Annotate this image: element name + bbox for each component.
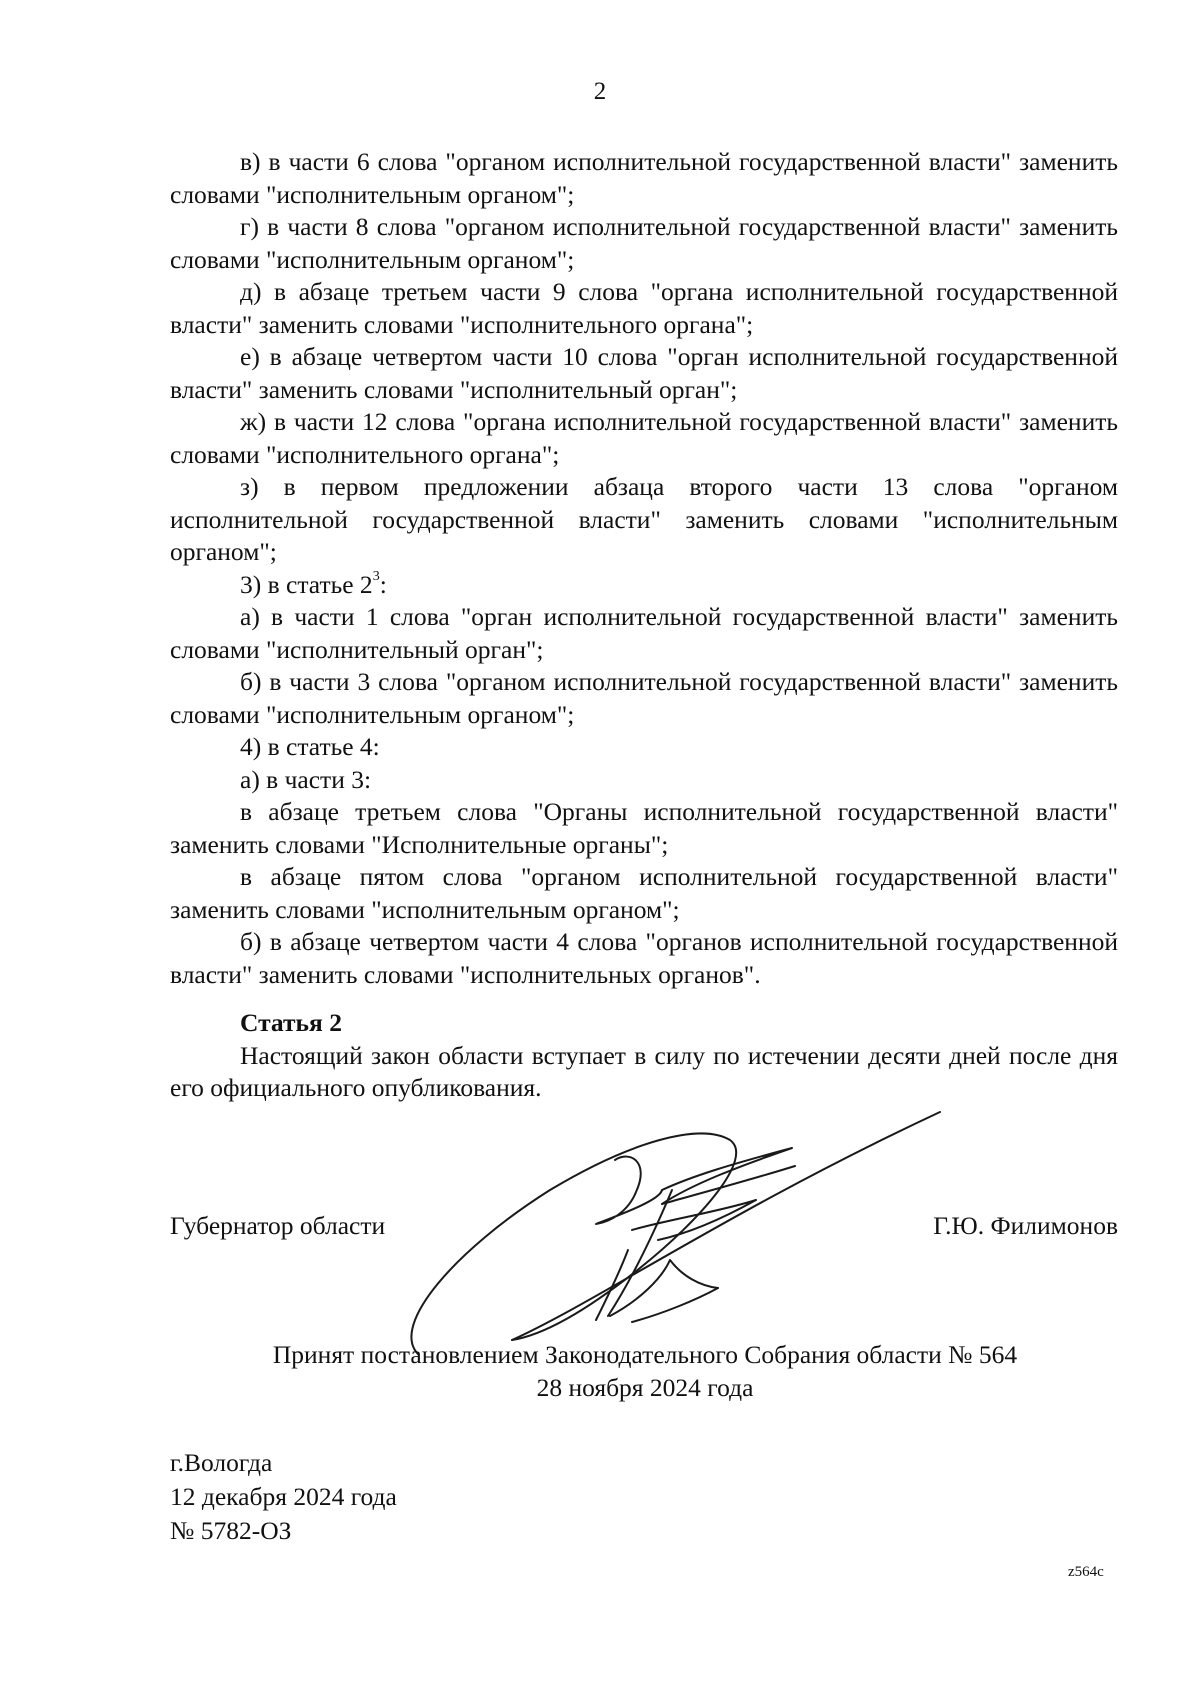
amendment-paragraph: д) в абзаце третьем части 9 слова "органа исполнительной государственной власти" заменить словами "исполнительного органа";: [170, 277, 1118, 339]
amendment-paragraph: а) в части 1 слова "орган исполнительной государственной власти" заменить словами "исполнительный орган";: [170, 602, 1118, 664]
article-reference-text: 3) в статье 2: [240, 569, 373, 599]
amendment-paragraph: 4) в статье 4:: [240, 732, 380, 761]
amendment-paragraph: в абзаце третьем слова "Органы исполнительной государственной власти" заменить словами "Исполнительные органы";: [170, 797, 1118, 859]
amendment-paragraph: е) в абзаце четвертом части 10 слова "орган исполнительной государственной власти" заменить словами "исполнительный орган";: [170, 342, 1118, 404]
article-reference-paragraph: [170, 569, 1118, 602]
amendment-paragraph: ж) в части 12 слова "органа исполнительной государственной власти" заменить словами "исполнительного органа";: [170, 407, 1118, 469]
article-text: Настоящий закон области вступает в силу по истечении десяти дней после дня его официального опубликования.: [170, 1040, 1118, 1102]
amendment-paragraph: а) в части 3:: [240, 764, 372, 794]
governor-name: Г.Ю. Филимонов: [933, 1211, 1118, 1240]
handwritten-signature: [400, 1100, 960, 1360]
article-spacer: [170, 991, 1118, 1007]
amendment-paragraph: в) в части 6 слова "органом исполнительной государственной власти" заменить словами "исполнительным органом";: [170, 147, 1118, 209]
city: г.Вологда: [170, 1448, 273, 1477]
amendment-paragraph: г) в части 8 слова "органом исполнительной государственной власти" заменить словами "исполнительным органом";: [170, 212, 1118, 274]
article-title: Статья 2: [240, 1008, 342, 1037]
page-number: 2: [593, 78, 607, 105]
amendment-paragraph: б) в части 3 слова "органом исполнительной государственной власти" заменить словами "исполнительным органом";: [170, 667, 1118, 729]
document-code: z564c: [1068, 1564, 1104, 1580]
article-superscript: 3: [372, 569, 380, 584]
adoption-note: [0, 1338, 1200, 1404]
amendment-paragraph: б) в абзаце четвертом части 4 слова "органов исполнительной государственной власти" заменить словами "исполнительных органов".: [170, 927, 1118, 989]
article-reference-colon: :: [379, 569, 387, 599]
adoption-date: 28 ноября 2024 года: [536, 1373, 754, 1402]
amendment-paragraph: з) в первом предложении абзаца второго части 13 слова "органом исполнительной государственной власти" заменить словами "исполнительным органом";: [170, 472, 1118, 566]
governor-title: Губернатор области: [170, 1211, 386, 1240]
document-body: [170, 146, 1118, 1105]
adoption-line: Принят постановлением Законодательного Собрания области № 564: [272, 1340, 1018, 1369]
signing-date: 12 декабря 2024 года: [170, 1482, 397, 1511]
document-footer: [170, 1446, 397, 1548]
law-number: № 5782-ОЗ: [170, 1516, 292, 1545]
amendment-paragraph: в абзаце пятом слова "органом исполнительной государственной власти" заменить словами "исполнительным органом";: [170, 862, 1118, 924]
